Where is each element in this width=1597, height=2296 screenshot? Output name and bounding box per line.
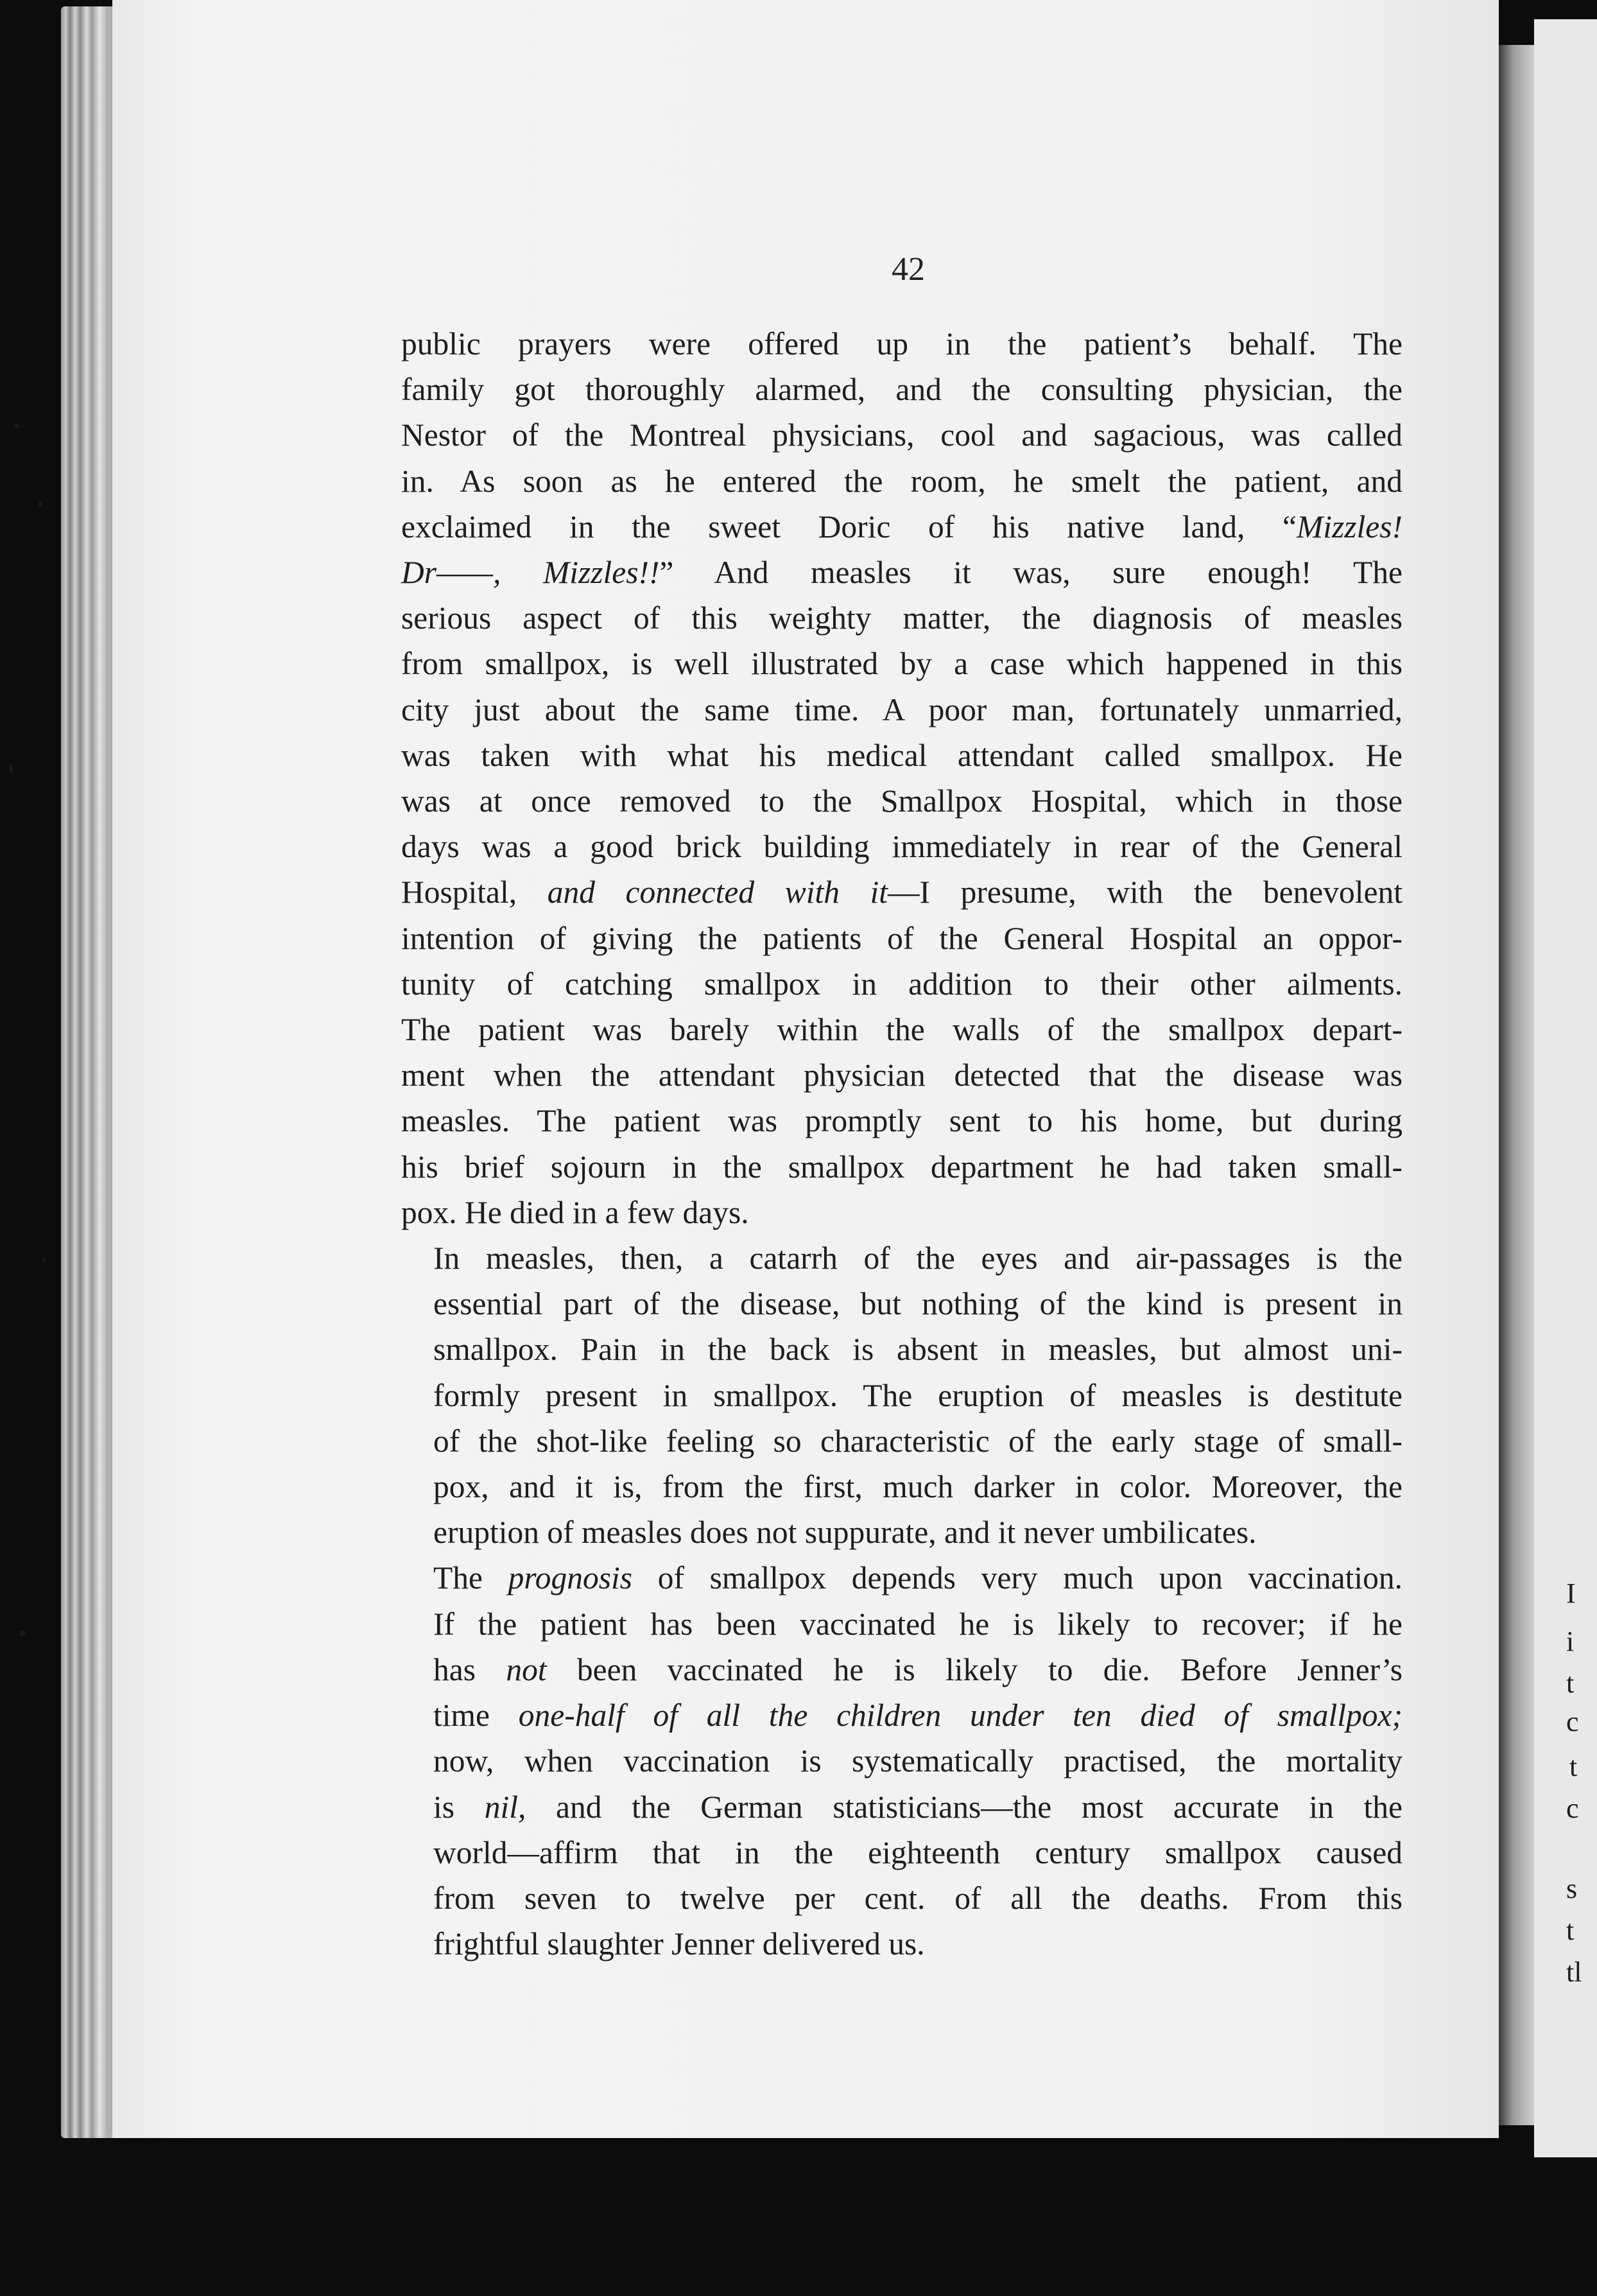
text-line: Hospital, and connected with it—I presume, with the benevolent [401, 874, 1403, 910]
text-line: from smallpox, is well illustrated by a case which happened in this [401, 646, 1403, 682]
italic-text: not [506, 1651, 547, 1687]
scan-speck [19, 1631, 25, 1637]
facing-page-fragment: s [1566, 1873, 1578, 1904]
text-line: If the patient has been vaccinated he is likely to recover; if he [433, 1606, 1403, 1642]
italic-text: nil, [484, 1789, 526, 1825]
text-line: essential part of the disease, but nothing of the kind is present in [433, 1286, 1403, 1322]
facing-page-fragment: tl [1566, 1956, 1582, 1988]
page-number: 42 [892, 251, 925, 288]
page-body-text [401, 321, 1403, 1967]
text-line: his brief sojourn in the smallpox department he had taken small- [401, 1149, 1403, 1185]
text-line: was at once removed to the Smallpox Hospital, which in those [401, 783, 1403, 819]
text-line: The prognosis of smallpox depends very much upon vaccination. [433, 1560, 1403, 1596]
paragraph-measles-vs-smallpox [401, 1235, 1403, 1555]
scan-speck [39, 501, 42, 507]
facing-page-fragment: t [1566, 1915, 1575, 1946]
text-line: exclaimed in the sweet Doric of his native land, “Mizzles! [401, 509, 1403, 544]
italic-text: prognosis [508, 1560, 633, 1596]
scan-speck [9, 764, 13, 773]
text-line: world—affirm that in the eighteenth century smallpox caused [433, 1834, 1403, 1870]
text-line: in. As soon as he entered the room, he smelt the patient, and [401, 463, 1403, 499]
italic-text: Dr——, Mizzles!! [401, 555, 660, 591]
text-line: has not been vaccinated he is likely to die. Before Jenner’s [433, 1651, 1403, 1687]
text-line: serious aspect of this weighty matter, the diagnosis of measles [401, 600, 1403, 636]
text-line: public prayers were offered up in the patient’s behalf. The [401, 326, 1403, 361]
italic-text: one-half of all the children under ten died of smallpox; [518, 1698, 1403, 1734]
facing-page-fragment: I [1566, 1578, 1576, 1609]
text-line: days was a good brick building immediately in rear of the General [401, 829, 1403, 865]
text-line: is nil, and the German statisticians—the most accurate in the [433, 1789, 1403, 1825]
text-line: of the shot-like feeling so characteristic of the early stage of small- [433, 1423, 1403, 1459]
text-line: now, when vaccination is systematically practised, the mortality [433, 1743, 1403, 1779]
book-gutter [1499, 45, 1534, 2125]
text-line: formly present in smallpox. The eruption of measles is destitute [433, 1377, 1403, 1413]
text-line: measles. The patient was promptly sent to his home, but during [401, 1103, 1403, 1139]
text-line: frightful slaughter Jenner delivered us. [433, 1926, 925, 1962]
paragraph-prognosis [401, 1555, 1403, 1967]
text-line: city just about the same time. A poor man, fortunately unmarried, [401, 691, 1403, 727]
text-line: was taken with what his medical attendant called smallpox. He [401, 737, 1403, 773]
text-line: In measles, then, a catarrh of the eyes and air-passages is the [433, 1240, 1403, 1276]
facing-page-fragment: t [1569, 1751, 1578, 1782]
text-line: pox, and it is, from the first, much darker in color. Moreover, the [433, 1469, 1403, 1505]
scan-speck [14, 424, 19, 429]
text-line: smallpox. Pain in the back is absent in measles, but almost uni- [433, 1332, 1403, 1368]
text-line: pox. He died in a few days. [401, 1194, 749, 1230]
paragraph-case-continuation [401, 321, 1403, 1235]
text-line: Dr——, Mizzles!!” And measles it was, sure enough! The [401, 555, 1403, 591]
facing-page-fragment: i [1566, 1626, 1575, 1657]
text-line: tunity of catching smallpox in addition to their other ailments. [401, 966, 1403, 1002]
text-line: The patient was barely within the walls of the smallpox depart- [401, 1012, 1403, 1048]
text-line: family got thoroughly alarmed, and the consulting physician, the [401, 372, 1403, 408]
italic-text: Mizzles! [1297, 509, 1403, 544]
text-line: time one-half of all the children under ten died of smallpox; [433, 1698, 1403, 1734]
text-line: intention of giving the patients of the General Hospital an oppor- [401, 920, 1403, 956]
facing-page-edge [1534, 19, 1597, 2157]
scan-speck [42, 1258, 46, 1262]
facing-page-fragment: c [1566, 1706, 1579, 1737]
text-line: from seven to twelve per cent. of all the deaths. From this [433, 1880, 1403, 1916]
italic-text: and connected with it [547, 874, 888, 910]
facing-page-fragment: t [1566, 1667, 1575, 1699]
text-line: Nestor of the Montreal physicians, cool and sagacious, was called [401, 417, 1403, 453]
text-line: eruption of measles does not suppurate, and it never umbilicates. [433, 1515, 1257, 1551]
text-line: ment when the attendant physician detected that the disease was [401, 1057, 1403, 1093]
facing-page-fragment: c [1566, 1793, 1579, 1824]
